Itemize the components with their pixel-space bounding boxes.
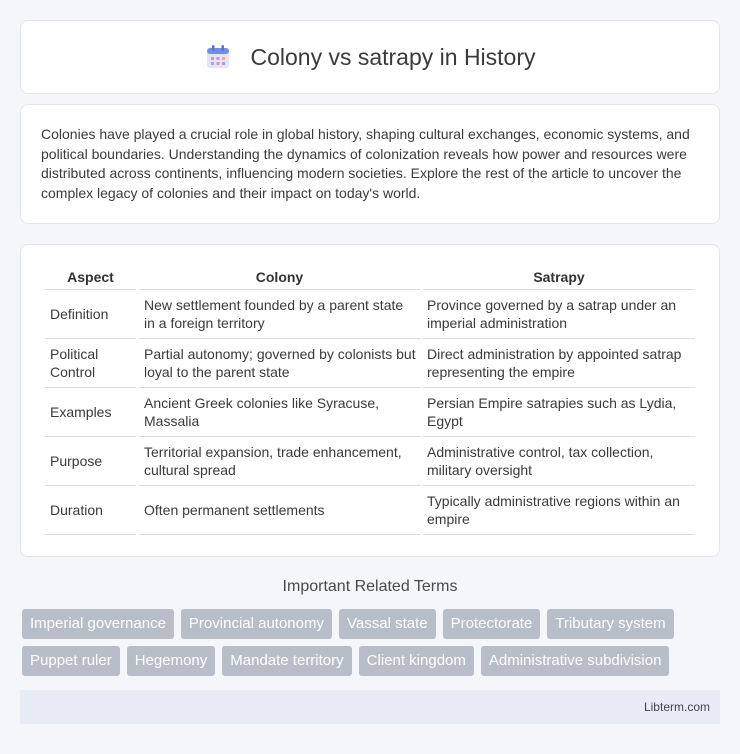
calendar-icon [204,43,232,71]
table-row [45,437,695,486]
cell-colony: Ancient Greek colonies like Syracuse, Massalia [139,388,420,437]
header-card [20,20,720,94]
comparison-table [42,265,698,535]
footer [20,690,720,724]
tag-row [22,646,722,676]
table-header-row [45,265,695,290]
tag-puppet-ruler[interactable]: Puppet ruler [22,646,120,676]
table-row [45,388,695,437]
cell-aspect: Political Control [45,339,136,388]
tag-protectorate[interactable]: Protectorate [443,609,541,639]
cell-colony: Often permanent settlements [139,486,420,535]
table-row [45,290,695,339]
cell-aspect: Purpose [45,437,136,486]
cell-colony: New settlement founded by a parent state in a foreign territory [139,290,420,339]
header-aspect: Aspect [45,265,136,290]
page-title: Colony vs satrapy in History [250,43,536,70]
tag-client-kingdom[interactable]: Client kingdom [359,646,474,676]
comparison-card [20,244,720,557]
tag-administrative-subdivision[interactable]: Administrative subdivision [481,646,670,676]
cell-satrapy: Typically administrative regions within an empire [423,486,695,535]
header-colony: Colony [139,265,420,290]
cell-colony: Territorial expansion, trade enhancement, cultural spread [139,437,420,486]
cell-satrapy: Direct administration by appointed satrap representing the empire [423,339,695,388]
table-row [45,339,695,388]
tag-hegemony[interactable]: Hegemony [127,646,216,676]
tag-row [22,609,722,639]
cell-satrapy: Administrative control, tax collection, military oversight [423,437,695,486]
related-terms [22,609,722,683]
tag-provincial-autonomy[interactable]: Provincial autonomy [181,609,332,639]
header-satrapy: Satrapy [423,265,695,290]
tag-imperial-governance[interactable]: Imperial governance [22,609,174,639]
cell-satrapy: Province governed by a satrap under an imperial administration [423,290,695,339]
tag-mandate-territory[interactable]: Mandate territory [222,646,351,676]
cell-aspect: Duration [45,486,136,535]
tag-vassal-state[interactable]: Vassal state [339,609,436,639]
cell-satrapy: Persian Empire satrapies such as Lydia, Egypt [423,388,695,437]
tag-tributary-system[interactable]: Tributary system [547,609,673,639]
intro-card [20,104,720,224]
intro-text: Colonies have played a crucial role in global history, shaping cultural exchanges, economic systems, and political boundaries. Understanding the dynamics of colonization reveals how power and resources were distributed across continents, influencing modern societies. Explore the rest of the article to uncover the complex legacy of colonies and their impact on today's world. [41,126,690,201]
cell-colony: Partial autonomy; governed by colonists but loyal to the parent state [139,339,420,388]
footer-site-link[interactable]: Libterm.com [643,700,710,714]
cell-aspect: Definition [45,290,136,339]
cell-aspect: Examples [45,388,136,437]
table-row [45,486,695,535]
related-terms-title: Important Related Terms [282,578,458,595]
